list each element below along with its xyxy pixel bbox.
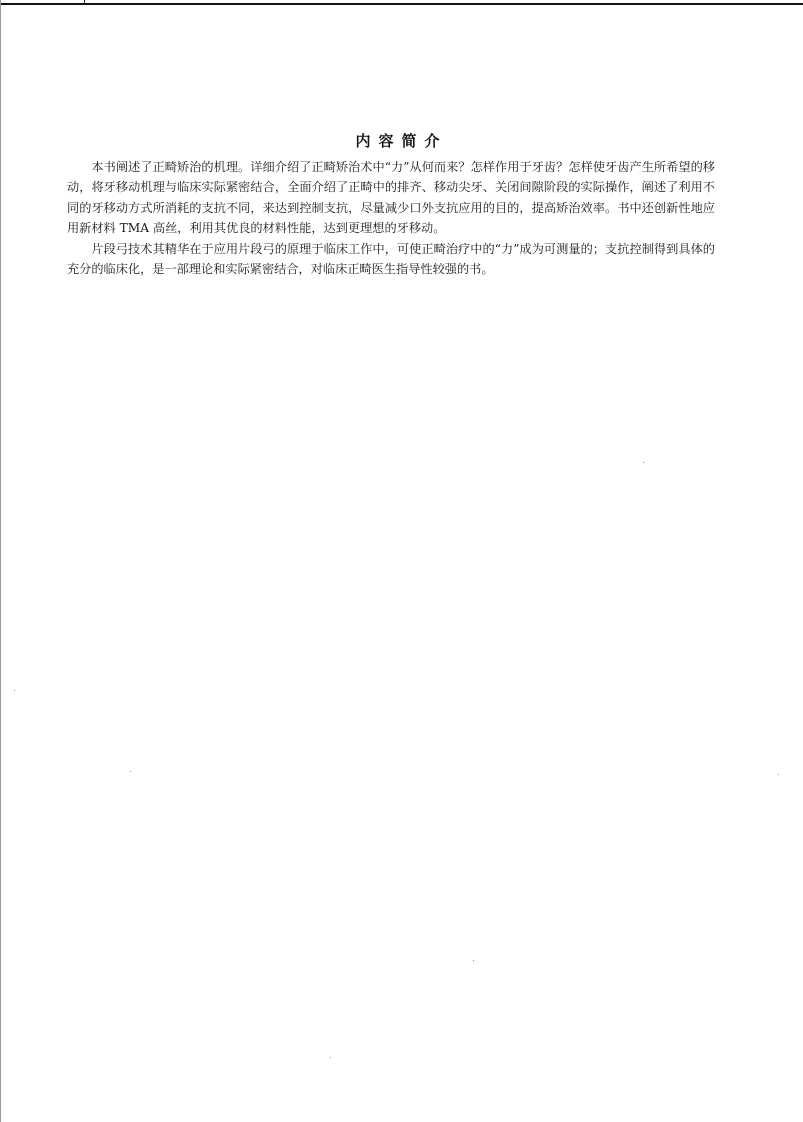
scan-speck <box>330 1057 331 1058</box>
scan-speck <box>130 771 131 772</box>
summary-paragraph-2: 片段弓技术其精华在于应用片段弓的原理于临床工作中，可使正畸治疗中的“力”成为可测量的；支抗控制得到具体的充分的临床化，是一部理论和实际紧密结合，对临床正畸医生指导性较强的书。 <box>67 241 715 277</box>
scan-top-border <box>0 3 803 5</box>
scan-speck <box>473 960 474 961</box>
scan-left-edge <box>0 0 1 1122</box>
scan-speck <box>643 462 644 463</box>
scan-top-tick-mark <box>84 0 85 4</box>
summary-paragraph-1: 本书阐述了正畸矫治的机理。详细介绍了正畸矫治术中“力”从何而来？怎样作用于牙齿？怎样使牙齿产生所希望的移动，将牙移动机理与临床实际紧密结合，全面介绍了正畸中的排齐、移动尖牙、关闭间隙阶段的实际操作，阐述了利用不同的牙移动方式所消耗的支抗不同，来达到控制支抗，尽量减少口外支抗应用的目的，提高矫治效率。书中还创新性地应用新材料 TMA 高丝，利用其优良的材料性能，达到更理想的牙移动。 <box>67 160 715 236</box>
summary-body <box>67 157 715 279</box>
scan-speck <box>778 774 779 775</box>
page-title: 内容简介 <box>355 132 448 151</box>
scan-speck <box>14 690 15 691</box>
